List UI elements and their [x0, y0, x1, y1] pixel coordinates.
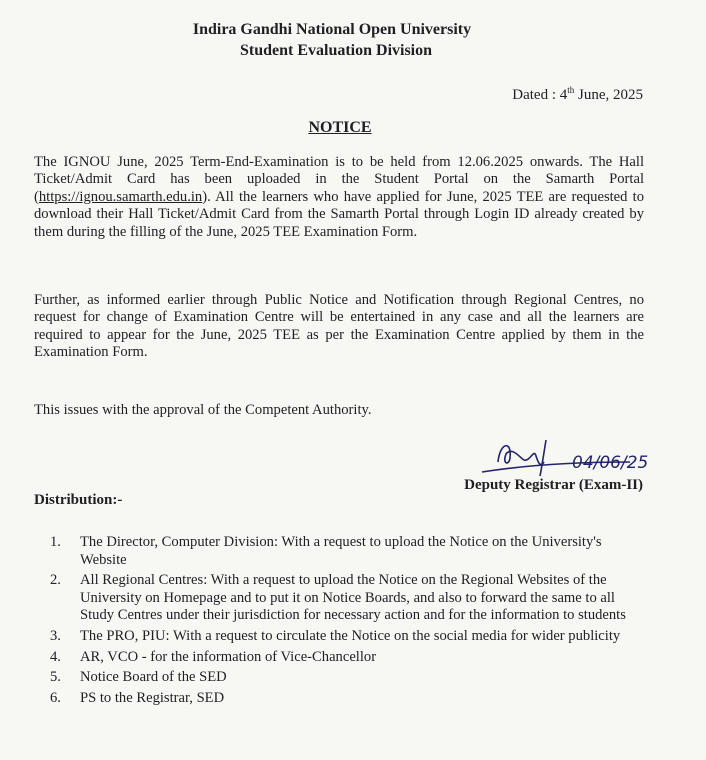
paragraph-1-start: The IGNOU June, 2025 Term-End-Examination is to be held from 12.06.2025 onwards. The Hall Ticket/Admit Card has been uploaded in the Student Portal on the Samarth Portal ( — [34, 154, 644, 205]
paragraph-2: Further, as informed earlier through Public Notice and Notification through Regional Centres, no request for change of Examination Centre will be entertained in any case and all the learners are required to appear for the June, 2025 TEE as per the Examination Centre applied by them in the Examination Form. — [34, 292, 644, 361]
date-prefix: Dated : 4 — [512, 87, 568, 103]
signature-date: 04/06/25 — [572, 453, 649, 473]
signer-title: Deputy Registrar (Exam-II) — [464, 477, 643, 493]
list-item — [50, 649, 644, 667]
notice-date — [512, 85, 643, 104]
list-item — [50, 628, 644, 646]
notice-title: NOTICE — [308, 119, 372, 136]
paragraph-3: This issues with the approval of the Competent Authority. — [34, 402, 372, 418]
date-suffix-sup: th — [567, 85, 575, 95]
list-item — [50, 669, 644, 687]
list-item — [50, 534, 644, 569]
list-item-text: The PRO, PIU: With a request to circulate the Notice on the social media for wider publicity — [80, 627, 621, 644]
list-item-text: Notice Board of the SED — [80, 669, 227, 686]
list-item-number: 5. — [50, 669, 61, 686]
paragraph-1 — [34, 154, 644, 241]
list-item-number: 6. — [50, 689, 61, 706]
list-item-number: 3. — [50, 627, 61, 644]
distribution-heading: Distribution:- — [34, 492, 123, 508]
list-item-number: 2. — [50, 572, 61, 589]
list-item-number: 4. — [50, 648, 61, 665]
list-item-text: AR, VCO - for the information of Vice-Chancellor — [80, 648, 377, 665]
handwritten-signature — [480, 432, 660, 480]
paragraph-1-end: ). All the learners who have applied for June, 2025 TEE are requested to download their Hall Ticket/Admit Card from the Samarth Portal through Login ID already created by them during the filling of the June, 2025 TEE Examination Form. — [34, 188, 644, 240]
division-name: Student Evaluation Division — [239, 42, 433, 59]
list-item-text: All Regional Centres: With a request to upload the Notice on the Regional Websites of the University on Homepage and to put it on Notice Boards, and also to forward the same to all Study Centres under their jurisdiction for necessary action and for the information to students — [80, 572, 626, 624]
distribution-list — [50, 534, 644, 710]
list-item-number: 1. — [50, 534, 61, 550]
university-name: Indira Gandhi National Open University — [192, 21, 472, 38]
list-item-text: PS to the Registrar, SED — [80, 689, 225, 706]
list-item-text: The Director, Computer Division: With a request to upload the Notice on the University's Website — [80, 534, 602, 568]
list-item — [50, 572, 644, 625]
samarth-portal-link[interactable]: https://ignou.samarth.edu.in — [38, 188, 203, 205]
list-item — [50, 690, 644, 708]
date-rest: June, 2025 — [574, 87, 643, 103]
